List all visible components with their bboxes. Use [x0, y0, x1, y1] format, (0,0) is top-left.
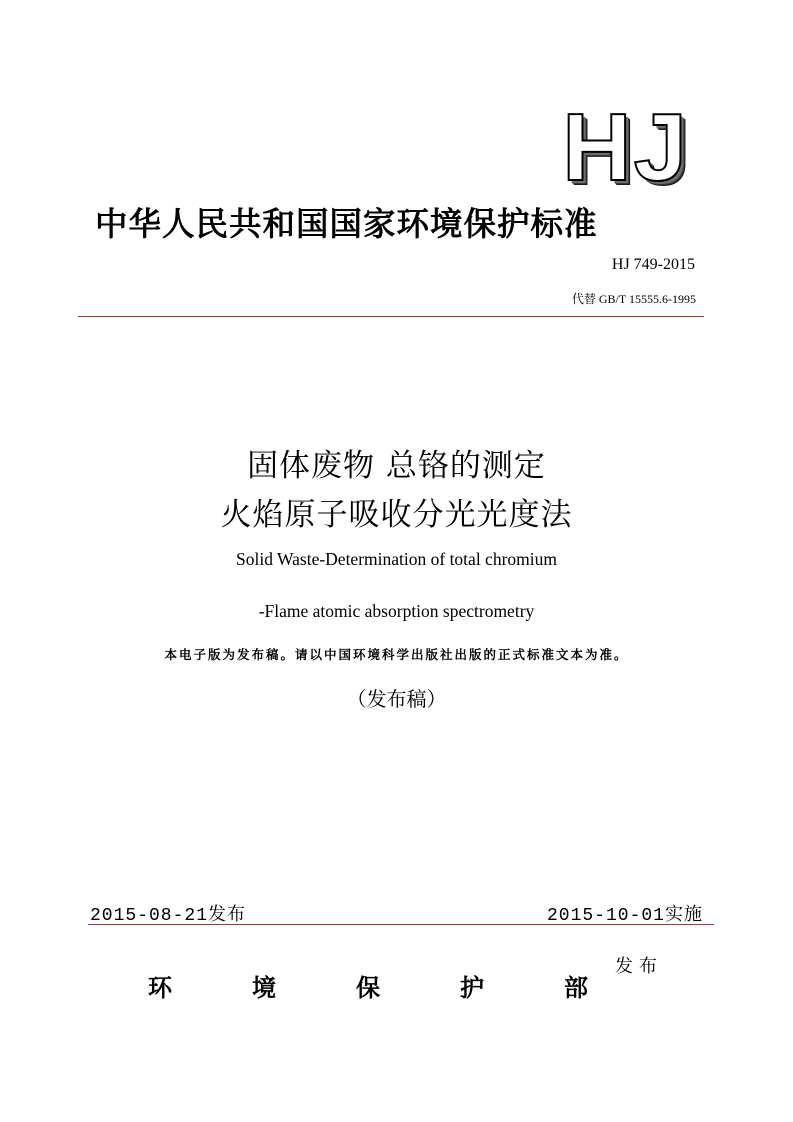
- issuer-char: 部: [564, 973, 588, 1002]
- standard-number: HJ 749-2015: [611, 256, 695, 273]
- issuing-authority: [148, 968, 588, 1003]
- electronic-version-notice: 本电子版为发布稿。请以中国环境科学出版社出版的正式标准文本为准。: [164, 647, 629, 662]
- title-zh-line1: 固体废物 总铬的测定: [247, 448, 546, 484]
- org-title: 中华人民共和国国家环境保护标准: [95, 205, 598, 243]
- top-divider: [78, 316, 704, 317]
- hj-logo: HJ: [562, 94, 689, 201]
- bottom-divider: [88, 924, 714, 925]
- issuer-action: 发布: [615, 956, 663, 977]
- replaces-standard: 代替 GB/T 15555.6-1995: [571, 292, 696, 306]
- issuer-char: 护: [460, 973, 484, 1002]
- title-en-line1: Solid Waste-Determination of total chromium: [236, 549, 557, 569]
- implementation-date: 2015-10-01实施: [546, 906, 703, 926]
- issue-date: 2015-08-21发布: [90, 906, 247, 926]
- issuer-char: 境: [252, 973, 276, 1002]
- title-zh-line2: 火焰原子吸收分光光度法: [220, 497, 573, 533]
- issuer-char: 环: [148, 973, 172, 1002]
- issuer-char: 保: [356, 973, 380, 1002]
- title-en-line2: -Flame atomic absorption spectrometry: [258, 601, 535, 621]
- draft-label: （发布稿）: [346, 687, 447, 711]
